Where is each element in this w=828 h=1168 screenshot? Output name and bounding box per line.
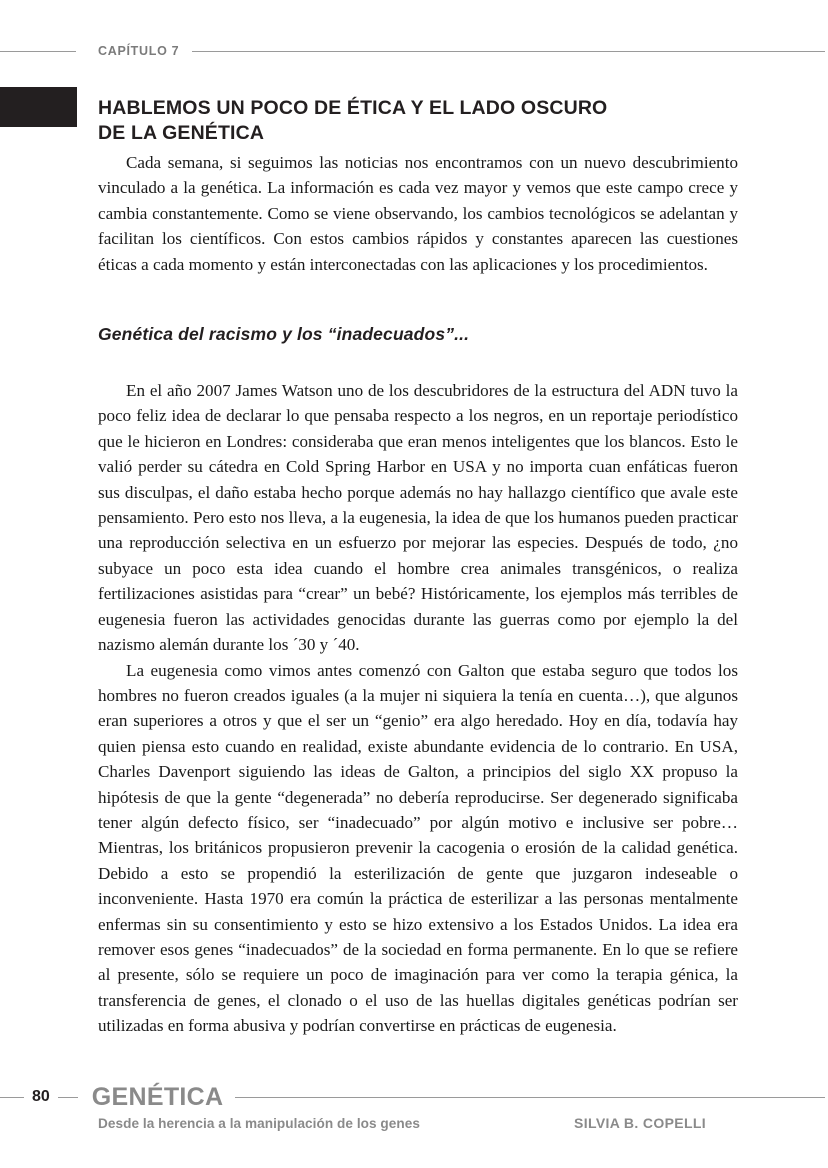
footer-title-row — [0, 1082, 828, 1112]
page-number: 80 — [32, 1088, 50, 1105]
spacer-after-heading — [98, 345, 738, 378]
header-rule-right — [192, 51, 825, 52]
page-title — [98, 96, 758, 146]
page-title-line-2: DE LA GENÉTICA — [98, 122, 265, 145]
section-heading: Genética del racismo y los “inadecuados”... — [98, 324, 470, 345]
header-rule-left — [0, 51, 76, 52]
spacer-before-heading — [98, 277, 738, 323]
body-paragraph-2: En el año 2007 James Watson uno de los descubridores de la estructura del ADN tuvo la poco feliz idea de declarar lo que pensaba respecto a los negros, en un reportaje periodístico que le hicieron en Londres: consideraba que eran menos inteligentes que los blancos. Esto le valió perder su cátedra en Cold Spring Harbor en USA y no importa cuan enfáticas fueron sus disculpas, el daño estaba hecho porque además no hay hallazgo científico que avale este pensamiento. Pero esto nos lleva, a la eugenesia, la idea de que los humanos pueden practicar una reproducción selectiva en un esfuerzo por mejorar las especies. Después de todo, ¿no subyace un poco esta idea cuando el hombre crea animales transgénicos, o realiza fertilizaciones asistidas para “crear” un bebé? Históricamente, los ejemplos más terribles de eugenesia fueron las actividades genocidas durante las guerras como por ejemplo la del nazismo alemán durante los ´30 y ´40. — [98, 381, 738, 655]
footer-rule-left — [0, 1097, 24, 1098]
body-column — [98, 150, 738, 1039]
book-title: GENÉTICA — [91, 1082, 224, 1111]
chapter-label: CAPÍTULO 7 — [98, 43, 180, 58]
body-paragraph-3: La eugenesia como vimos antes comenzó con Galton que estaba seguro que todos los hombres no fueron creados iguales (a la mujer ni siquiera la tenía en cuenta…), que algunos eran superiores a otros y que el ser un “genio” era algo heredado. Hoy en día, todavía hay quien piensa esto cuando en realidad, existe abundante evidencia de lo contrario. En USA, Charles Davenport siguiendo las ideas de Galton, a principios del siglo XX propuso la hipótesis de que la gente “degenerada” no debería reproducirse. Ser degenerado significaba tener algún defecto físico, ser “inadecuado” por algún motivo e inclusive ser pobre… Mientras, los británicos propusieron prevenir la cacogenia o erosión de la calidad genética. Debido a esto se propendió la esterilización de gente que juzgaron indeseable o inconveniente. Hasta 1970 era común la práctica de esterilizar a las personas mentalmente enfermas sin su consentimiento y esto se hizo extensivo a los Estados Unidos. La idea era remover esos genes “inadecuados” de la sociedad en forma permanente. En lo que se refiere al presente, sólo se requiere un poco de imaginación para ver como la terapia génica, la transferencia de genes, el clonado o el uso de las huellas digitales genéticas podrían ser utilizadas en forma abusiva y podrían convertirse en prácticas de eugenesia. — [98, 660, 738, 1036]
page-title-line-1: HABLEMOS UN POCO DE ÉTICA Y EL LADO OSCURO — [98, 97, 608, 120]
footer-rule-right — [235, 1097, 825, 1098]
book-subtitle: Desde la herencia a la manipulación de los genes — [98, 1116, 420, 1131]
chapter-tab-marker — [0, 87, 77, 127]
intro-paragraph: Cada semana, si seguimos las noticias nos encontramos con un nuevo descubrimiento vinculado a la genética. La información es cada vez mayor y vemos que este campo crece y cambia constantemente. Como se viene observando, los cambios tecnológicos se adelantan y facilitan los científicos. Con estos cambios rápidos y constantes aparecen las cuestiones éticas a cada momento y están interconectadas con las aplicaciones y los procedimientos. — [98, 153, 738, 274]
footer-meta-row — [98, 1115, 798, 1131]
page-footer — [0, 1082, 828, 1158]
running-head — [0, 41, 828, 61]
footer-rule-mid — [58, 1097, 78, 1098]
author-name: SILVIA B. COPELLI — [574, 1115, 706, 1131]
